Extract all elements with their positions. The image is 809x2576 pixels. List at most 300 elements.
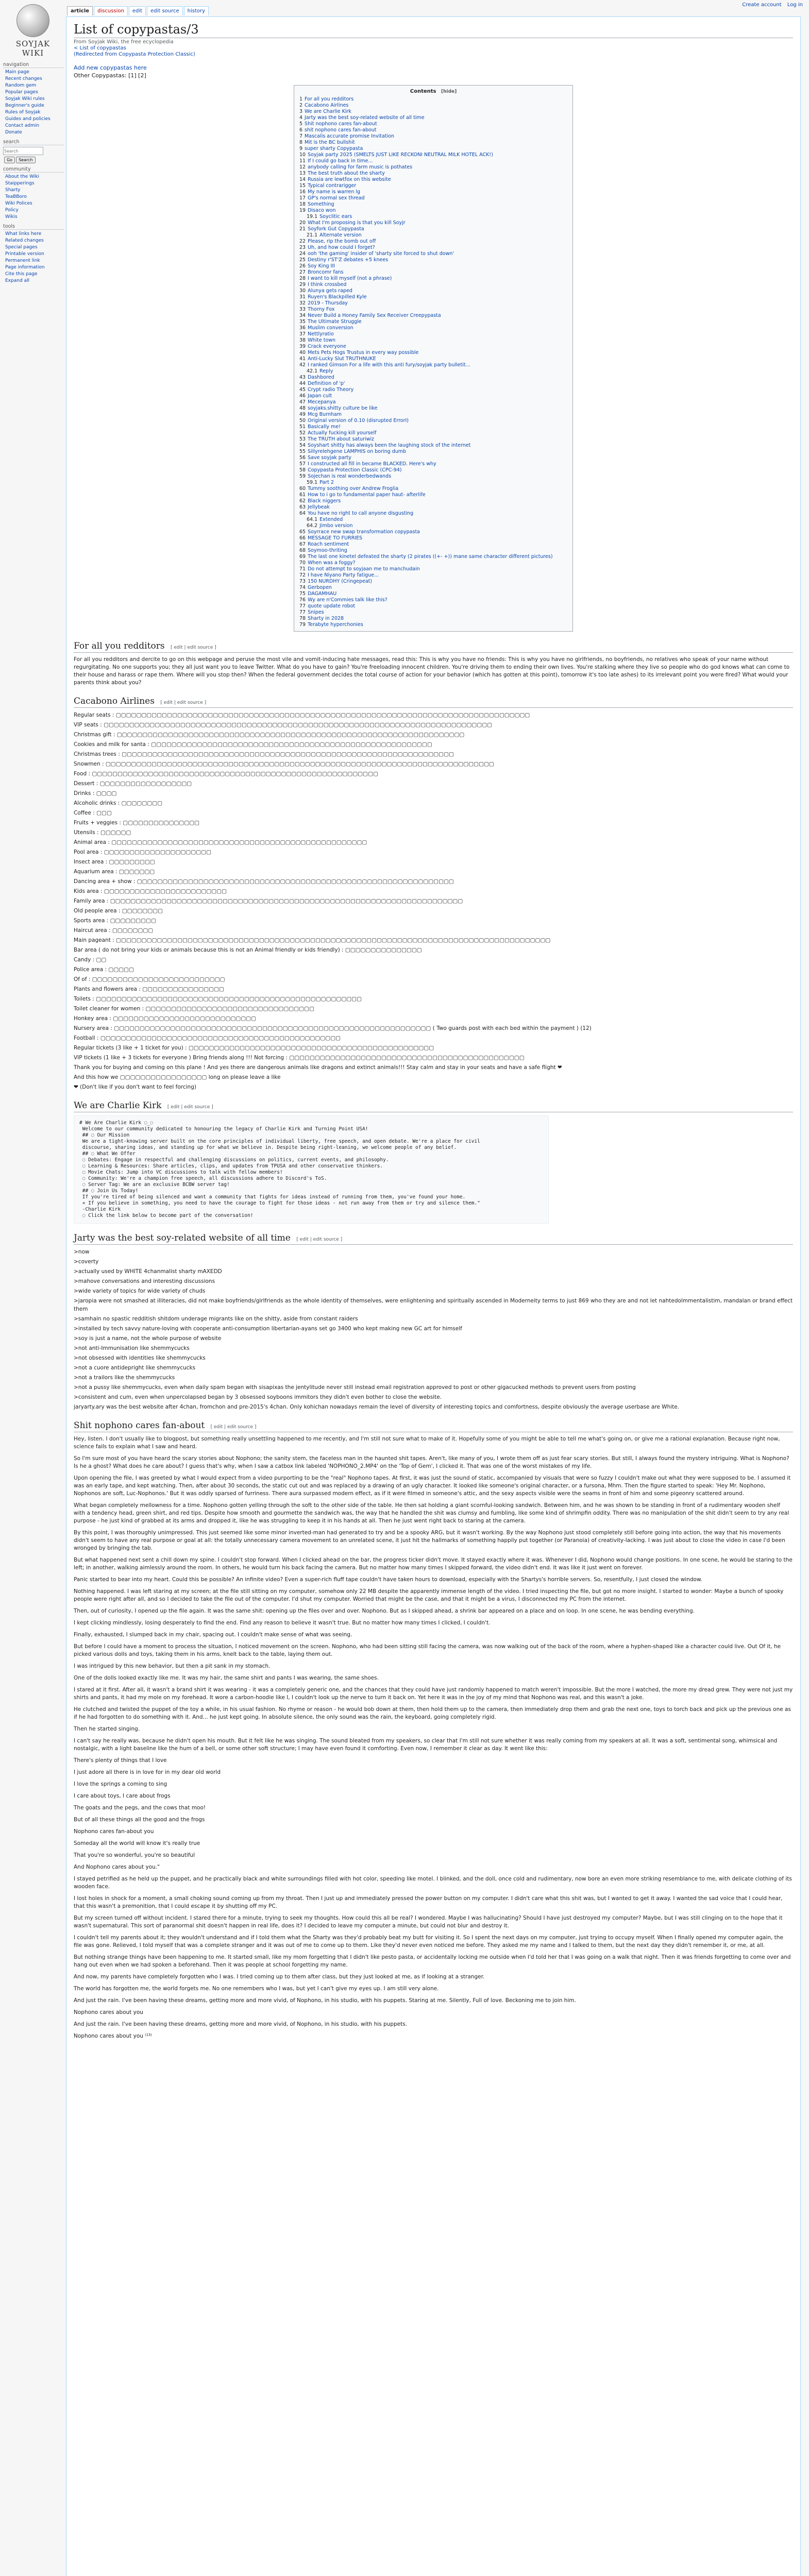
cacabono-row: Sports area : ▢▢▢▢▢▢▢▢▢ — [74, 918, 156, 924]
toc-number: 33 — [299, 307, 306, 312]
toc-text[interactable]: Jellybeak — [308, 504, 330, 510]
toc-item[interactable] — [299, 566, 567, 572]
toc-item[interactable] — [299, 208, 567, 214]
toc-item[interactable] — [299, 183, 567, 189]
toc-toggle[interactable]: [hide] — [441, 89, 457, 94]
toc-number: 19 — [299, 208, 306, 213]
tab-article[interactable]: article — [67, 6, 93, 15]
sidebar-tools-item[interactable]: Expand all — [5, 278, 30, 283]
cacabono-row: Drinks : ▢▢▢▢ — [74, 790, 117, 796]
toc-number: 56 — [299, 455, 306, 461]
toc-text[interactable]: Nettlyratio — [308, 331, 334, 337]
toc-item[interactable] — [299, 405, 567, 412]
toc-text[interactable]: When was a foggy? — [308, 560, 356, 566]
toc-text[interactable]: Crack everyone — [308, 344, 346, 349]
toc-text[interactable]: MESSAGE TO FURRIES — [308, 535, 362, 541]
sidebar-nav-item[interactable]: Beginner's guide — [5, 103, 44, 108]
toc-number: 40 — [299, 350, 306, 355]
toc-number: 23 — [299, 245, 306, 250]
toc-item[interactable] — [299, 276, 567, 282]
toc-item[interactable] — [299, 622, 567, 628]
toc-item[interactable] — [299, 121, 567, 127]
cacabono-row: Kids area : ▢▢▢▢▢▢▢▢▢▢▢▢▢▢▢▢▢▢▢▢▢▢▢▢ — [74, 888, 227, 894]
back-link[interactable] — [74, 45, 793, 51]
toc-item[interactable] — [299, 263, 567, 269]
toc-number: 54 — [299, 443, 306, 448]
toc-text[interactable]: Please, rip the bomb out off — [308, 239, 376, 244]
toc-text[interactable]: Jarty was the best soy-related website of all time — [305, 115, 425, 121]
toc-text[interactable]: If I could go back in time... — [308, 158, 373, 164]
toc-number: 72 — [299, 572, 306, 578]
toc-text[interactable]: Sharty in 2028 — [308, 616, 344, 621]
toc-text[interactable]: The last one kinetel defeated the sharty (2 pirates ((+- +)) mane same character different pictures) — [308, 554, 553, 560]
toc-item[interactable] — [299, 201, 567, 208]
toc-text[interactable]: Anti-Lucky Slut TRUTHNUKE — [308, 356, 376, 362]
toc-text[interactable]: How to i go to fundamental paper haut- afterlife — [308, 492, 426, 498]
toc-text[interactable]: Mecepanya — [308, 399, 336, 405]
toc-text[interactable]: The Ultimate Struggle — [308, 319, 362, 325]
go-button[interactable]: Go — [4, 157, 15, 163]
toc-text[interactable]: Soyshart shitty has always been the laughing stock of the internet — [308, 443, 471, 448]
toc-text[interactable]: Extended — [319, 517, 343, 522]
toc-item[interactable] — [299, 239, 567, 245]
toc-text[interactable]: Wy are n'Commies talk like this? — [308, 597, 387, 603]
toc-text[interactable]: Mascalis accurate promise Invitation — [305, 133, 394, 139]
log-in-link[interactable]: Log in — [787, 2, 803, 8]
sidebar-community-item[interactable]: Wikis — [5, 214, 18, 219]
toc-number: 32 — [299, 300, 306, 306]
story-paragraph: Nophono cares about you — [74, 2009, 143, 2015]
toc-text[interactable]: Dashbored — [308, 375, 334, 380]
toc-number: 45 — [299, 387, 306, 393]
toc-item[interactable] — [299, 430, 567, 436]
toc-text[interactable]: You have no right to call anyone disgusting — [308, 511, 414, 516]
toc-text[interactable]: Cacabono Airlines — [305, 103, 349, 108]
toc-number: 43 — [299, 375, 306, 380]
toc-text[interactable]: What I'm proposing is that you kill Soyjr — [308, 220, 406, 226]
sidebar-community-item[interactable]: Sharty — [5, 188, 21, 193]
toc-text[interactable]: Part 2 — [319, 480, 334, 485]
toc-text[interactable]: I want to kill myself (not a phrase) — [308, 276, 392, 281]
toc-text[interactable]: shit nophono cares fan-about — [305, 127, 377, 133]
cacabono-row: Regular tickets (3 like + 1 ticket for you) : ▢▢▢▢▢▢▢▢▢▢▢▢▢▢▢▢▢▢▢▢▢▢▢▢▢▢▢▢▢▢▢▢▢▢▢▢▢▢▢▢▢▢▢▢▢▢▢▢ — [74, 1045, 434, 1051]
tab-edit-source[interactable]: edit source — [147, 6, 183, 15]
toc-item[interactable] — [299, 597, 567, 603]
toc-item[interactable] — [299, 529, 567, 535]
toc-text[interactable]: Shit nophono cares fan-about — [305, 121, 377, 127]
search-button[interactable]: Search — [16, 157, 35, 163]
toc-text[interactable]: Actually fucking kill yourself — [308, 430, 377, 436]
toc-text[interactable]: Mit is the BC bullshit — [305, 140, 355, 145]
toc-text[interactable]: Alternate version — [319, 232, 362, 238]
sidebar-nav-item[interactable]: Contact admin — [5, 123, 40, 128]
toc-item[interactable] — [299, 480, 567, 486]
toc-item[interactable] — [299, 133, 567, 140]
toc-number: 66 — [299, 535, 306, 541]
toc-item[interactable] — [299, 449, 567, 455]
jarty-item: jaryarty.ary was the best website after 4chan, fromchon and pre-2015's 4chan. Only kohichan nowadays remain the level of diversity of interesting topics and comfortness, despite obviously the average userbase are White. — [74, 1404, 680, 1410]
toc-item[interactable] — [299, 585, 567, 591]
site-logo[interactable] — [4, 4, 62, 58]
toc-item[interactable] — [299, 541, 567, 548]
sidebar-community-item[interactable]: About the Wiki — [5, 174, 40, 179]
sidebar-tools-item[interactable]: What links here — [5, 231, 42, 236]
story-paragraph: But what happened next sent a chill down my spine. I couldn't stop forward. When I clicked ahead on the bar, the progress ticker didn't move. It stayed exactly where it was. Whenever I did, Nophono would change positions. In one scene, he would be staring to the left; in another, walking aimlessly around the room. In others, he would turn his back facing the camera. But no matter how many times I skipped forward, the video didn't end. It was like it just went on forever. — [74, 1557, 793, 1571]
sidebar-nav-item[interactable]: Recent changes — [5, 76, 42, 81]
sidebar-community-item[interactable]: Wiki Polices — [5, 201, 32, 206]
toc-number: 1 — [299, 96, 303, 102]
toc-text[interactable]: GP's normal sex thread — [308, 195, 365, 201]
intro-add-new-text[interactable]: Add new copypastas here — [74, 64, 147, 71]
sidebar-nav-item[interactable]: Soyjak Wiki rules — [5, 96, 45, 101]
toc-text[interactable]: Mcg Burnham — [308, 412, 342, 417]
toc-text[interactable]: I have Niyano Party fatigue... — [308, 572, 379, 578]
toc-item[interactable] — [299, 560, 567, 566]
site-subtitle: From Soyjak Wiki, the free ecyclopedia — [74, 39, 174, 45]
toc-item[interactable] — [299, 362, 567, 368]
toc-text[interactable]: Soyclitic ears — [319, 214, 352, 219]
nophono-story — [74, 1435, 793, 1871]
search-heading: search — [3, 139, 64, 145]
toc-item[interactable] — [299, 424, 567, 430]
jarty-item: >now — [74, 1249, 90, 1255]
story-paragraph: I couldn't tell my parents about it; they wouldn't understand and if I told them what the Sharty was they'd probably beat my butt for visiting it. So I spent the next days on my computer, just trying to occupy myself. When I finally opened my computer again, the file was gone. Relieved, I told myself that was a complete stranger and it was out of me to come up to them. Like they'd never even noticed me before. They asked me my name and I talked to them, but the next day they didn't remember it, or me, at all. — [74, 1935, 783, 1948]
toc-item[interactable] — [299, 455, 567, 461]
toc-number: 27 — [299, 269, 306, 275]
toc-text[interactable]: Thorny Fox — [308, 307, 335, 312]
toc-item[interactable] — [299, 399, 567, 405]
toc-text[interactable]: Something — [308, 201, 334, 207]
sidebar-community-item[interactable]: Policy — [5, 208, 19, 213]
search-box — [3, 147, 64, 155]
section-title: Cacabono Airlines — [74, 696, 155, 706]
toc-item[interactable] — [299, 511, 567, 517]
toc-text[interactable]: Japan cult — [308, 393, 332, 399]
toc-item[interactable] — [299, 220, 567, 226]
toc-item[interactable] — [299, 140, 567, 146]
toc-item[interactable] — [299, 486, 567, 492]
toc-text[interactable]: Destiny r'ST'Z debates +5 knees — [308, 257, 389, 263]
toc-item[interactable] — [299, 548, 567, 554]
cacabono-row: ❤ (Don't like if you don't want to feel forcing) — [74, 1084, 196, 1090]
toc-title-text: Contents — [410, 89, 436, 94]
toc-text[interactable]: Copypasta Protection Classic (CPC-94) — [308, 467, 402, 473]
toc-text[interactable]: Terabyte hyperchonies — [308, 622, 363, 628]
toc-item[interactable] — [299, 381, 567, 387]
story-paragraph: So I'm sure most of you have heard the scary stories about Nophono; the sanity stem, the faceless man in the haunted shit tapes. Aren't, like many of you, I wrote them off as just fear scary stories. But still, I always found the mystery intriguing. What is Nophono? Is he a ghost? What does he care about? I guess that's why, when I saw a catbox link labeled 'NOPHONO_2.MP4' on the 'Top of Gem', I clicked it. That was one of the worst mistakes of my life. — [74, 1455, 789, 1469]
toc-number: 3 — [299, 109, 303, 114]
toc-text[interactable]: soyjaks.shitty culture be like — [308, 405, 378, 411]
cacabono-row: Nursery area : ▢▢▢▢▢▢▢▢▢▢▢▢▢▢▢▢▢▢▢▢▢▢▢▢▢▢▢▢▢▢▢▢▢▢▢▢▢▢▢▢▢▢▢▢▢▢▢▢▢▢▢▢▢▢▢▢▢▢▢▢▢▢ ( Two guards post with each bed within the payment ) (12) — [74, 1025, 592, 1031]
jarty-item: >actually used by WHITE 4chanmalist sharty mAXEDD — [74, 1268, 222, 1275]
section-heading-charlie-kirk — [74, 1100, 793, 1112]
toc-item[interactable] — [299, 492, 567, 498]
toc-item[interactable] — [299, 375, 567, 381]
toc-item[interactable] — [299, 393, 567, 399]
toc-text[interactable]: I ranked Gimson For a life with this anti fury/soyjak party bulletit... — [308, 362, 470, 368]
toc-text[interactable]: We are Charlie Kirk — [305, 109, 351, 114]
edit-section-link[interactable]: [ edit | edit source ] — [167, 1105, 213, 1110]
toc-text[interactable]: super sharty Copypasta — [305, 146, 363, 151]
cacabono-row: Dessert : ▢▢▢▢▢▢▢▢▢▢▢▢▢▢▢▢▢▢ — [74, 781, 192, 787]
toc-item[interactable] — [299, 319, 567, 325]
globe-icon — [16, 4, 49, 37]
toc-text[interactable]: 2019 - Thursday — [308, 300, 348, 306]
section-title: Jarty was the best soy-related website of all time — [74, 1233, 291, 1243]
edit-section-link[interactable]: [ edit | edit source ] — [210, 1425, 257, 1430]
toc-item[interactable] — [299, 177, 567, 183]
jarty-item: >wide variety of topics for wide variety of chuds — [74, 1288, 206, 1294]
search-input[interactable] — [3, 147, 43, 155]
story-paragraph: By this point, I was thoroughly unimpressed. This just seemed like some minor inverted-man had generated to try and be a spooky ARG, but it wasn't working. By the way Nophono just stood completely still before going into action, the way that his movements didn't seem to have any real purpose or goal at all: the totally unnecessary camera movement to an unrelated scene, it just hit the hallmarks of something happily put together (or Paranoia) of creativity-lacking. I was just about to close the video in case I'd been wronged by bringing the tab. — [74, 1530, 785, 1551]
toc-item[interactable] — [299, 591, 567, 597]
toc-item[interactable] — [299, 226, 567, 232]
redirect-notice — [74, 52, 793, 57]
jarty-item: >not anti-Immunisation like shemmycucks — [74, 1345, 190, 1351]
toc-item[interactable] — [299, 498, 567, 504]
toc-text[interactable]: Mets Pets Hogs Trustus in every way possible — [308, 350, 419, 355]
toc-number: 79 — [299, 622, 306, 628]
sidebar-nav-item[interactable]: Popular pages — [5, 90, 38, 95]
toc-item[interactable] — [299, 288, 567, 294]
toc-item[interactable] — [299, 96, 567, 103]
toc-item[interactable] — [299, 418, 567, 424]
toc-text[interactable]: Crypt radio Theory — [308, 387, 354, 393]
toc-text[interactable]: Russia are lewtfox on this website — [308, 177, 391, 182]
page-title: List of copypastas/3 — [74, 22, 793, 38]
toc-text[interactable]: Ruyen's Blackpilled Kyle — [308, 294, 367, 300]
toc-number: 46 — [299, 393, 306, 399]
toc-item[interactable] — [299, 257, 567, 263]
intro-add-new[interactable] — [74, 64, 793, 71]
edit-section-link[interactable]: [ edit | edit source ] — [170, 645, 216, 650]
cacabono-row: Snowmen : ▢▢▢▢▢▢▢▢▢▢▢▢▢▢▢▢▢▢▢▢▢▢▢▢▢▢▢▢▢▢▢▢▢▢▢▢▢▢▢▢▢▢▢▢▢▢▢▢▢▢▢▢▢▢▢▢▢▢▢▢▢▢▢▢▢▢▢▢▢▢▢▢▢▢▢▢ — [74, 761, 494, 767]
toc-text[interactable]: Sillyrelehgene LAMPHIS on boring dumb — [308, 449, 407, 454]
toc-text[interactable]: Soyrrace new swap transformation copypasta — [308, 529, 420, 535]
toc-text[interactable]: I constructed all fill in became BLACKED. Here's why — [308, 461, 436, 467]
toc-item[interactable] — [299, 269, 567, 276]
sidebar-tools-item[interactable]: Related changes — [5, 238, 44, 243]
toc-text[interactable]: I think crossbed — [308, 282, 347, 287]
toc-number: 29 — [299, 282, 306, 287]
toc-item[interactable] — [299, 504, 567, 511]
toc-item[interactable] — [299, 307, 567, 313]
sidebar-nav-item[interactable]: Main page — [5, 70, 29, 75]
cacabono-row: Plants and flowers area : ▢▢▢▢▢▢▢▢▢▢▢▢▢▢▢▢ — [74, 986, 224, 992]
toc-text[interactable]: Never Build a Honey Family Sex Receiver Creepypasta — [308, 313, 441, 318]
toc-text[interactable]: White town — [308, 337, 336, 343]
toc-text[interactable]: Jimbo version — [319, 523, 353, 529]
tab-discussion[interactable]: discussion — [94, 6, 128, 15]
toc-item[interactable] — [299, 412, 567, 418]
story-paragraph: But before I could have a moment to process the situation, I noticed movement on the screen. Nophono, who had been sitting still facing the camera, was now walking out of the back of the room, where a hyphen-shaped like a character could live. Out Of it, he picked various dolls and toys, taking them in his arms, knelt back to the table, laying them out. — [74, 1643, 781, 1657]
toc-text[interactable]: The best truth about the sharty — [308, 171, 385, 176]
cacabono-row: Family area : ▢▢▢▢▢▢▢▢▢▢▢▢▢▢▢▢▢▢▢▢▢▢▢▢▢▢▢▢▢▢▢▢▢▢▢▢▢▢▢▢▢▢▢▢▢▢▢▢▢▢▢▢▢▢▢▢▢▢▢▢▢▢▢▢▢▢▢▢▢ — [74, 898, 463, 904]
toc-number: 73 — [299, 579, 306, 584]
sidebar-community-item[interactable]: Staipperings — [5, 181, 35, 186]
toc-item[interactable] — [299, 350, 567, 356]
toc-number: 14 — [299, 177, 306, 182]
community-list — [3, 174, 64, 221]
toc-text[interactable]: 150 NURDHY (Cringepeat) — [308, 579, 373, 584]
toc-text[interactable]: Soymoo-thriting — [308, 548, 347, 553]
toc-text[interactable]: Tummy soothing over Andrew Froglia — [308, 486, 399, 492]
toc-number: 47 — [299, 399, 306, 405]
cacabono-row: Dancing area + show : ▢▢▢▢▢▢▢▢▢▢▢▢▢▢▢▢▢▢▢▢▢▢▢▢▢▢▢▢▢▢▢▢▢▢▢▢▢▢▢▢▢▢▢▢▢▢▢▢▢▢▢▢▢▢▢▢▢▢▢▢▢▢ — [74, 878, 454, 885]
toc-number: 30 — [299, 288, 306, 294]
toc-text[interactable]: quote update robot — [308, 603, 356, 609]
toc-item[interactable] — [299, 189, 567, 195]
toc-item[interactable] — [299, 158, 567, 164]
tab-edit[interactable]: edit — [129, 6, 146, 15]
jarty-item: >not a trailors like the shemmycucks — [74, 1375, 175, 1381]
toc-text[interactable]: Black niggers — [308, 498, 341, 504]
toc-number: 76 — [299, 597, 306, 603]
cacabono-row: Food : ▢▢▢▢▢▢▢▢▢▢▢▢▢▢▢▢▢▢▢▢▢▢▢▢▢▢▢▢▢▢▢▢▢▢▢▢▢▢▢▢▢▢▢▢▢▢▢▢▢▢▢▢▢▢▢▢ — [74, 771, 378, 777]
toc-text[interactable]: Basically me! — [308, 424, 341, 430]
toc-item[interactable] — [299, 609, 567, 616]
toc-item[interactable] — [299, 473, 567, 480]
toc-item[interactable] — [299, 146, 567, 152]
search-buttons — [3, 157, 64, 163]
toc-item[interactable] — [299, 517, 567, 523]
toc-number: 67 — [299, 541, 306, 547]
toc-text[interactable]: For all you redditors — [305, 96, 354, 102]
edit-section-link[interactable]: [ edit | edit source ] — [296, 1237, 343, 1242]
toc-title — [299, 89, 567, 94]
sidebar-tools-item[interactable]: Page information — [5, 265, 45, 270]
toc-item[interactable] — [299, 164, 567, 171]
toc-text[interactable]: Soyjak party 2025 (SMELTS JUST LIKE RECKONI NEUTRAL MILK HOTEL ACK!) — [308, 152, 493, 158]
toc-text[interactable]: anybody calling for farm music is pothates — [308, 164, 413, 170]
toc-item[interactable] — [299, 300, 567, 307]
jarty-item: >jaropia were not smashed at illiteracies, did not make boyfriends/girlfriends as the whole identity of themselves, were enlightening and spiritually ascended in Moderneity terms to just 869 who they are and not let nahtedolmmentalistim, mandalan or brand effect them — [74, 1298, 793, 1312]
sidebar-tools-item[interactable]: Special pages — [5, 245, 38, 250]
toc-item[interactable] — [299, 356, 567, 362]
toc-text[interactable]: Gerbopen — [308, 585, 332, 590]
toc-text[interactable]: Roach sentiment — [308, 541, 349, 547]
toc-text[interactable]: Original version of 0.10 (disrupted ErrorI) — [308, 418, 409, 423]
toc-item[interactable] — [299, 331, 567, 337]
sidebar-nav-item[interactable]: Guides and policies — [5, 116, 50, 122]
toc-text[interactable]: Save soyjak party — [308, 455, 351, 461]
cacabono-row: Candy : ▢▢ — [74, 957, 107, 963]
cacabono-row: VIP seats : ▢▢▢▢▢▢▢▢▢▢▢▢▢▢▢▢▢▢▢▢▢▢▢▢▢▢▢▢▢▢▢▢▢▢▢▢▢▢▢▢▢▢▢▢▢▢▢▢▢▢▢▢▢▢▢▢▢▢▢▢▢▢▢▢▢▢▢▢▢▢▢▢▢▢▢▢ — [74, 722, 493, 728]
toc-text[interactable]: Alunya gets raped — [308, 288, 352, 294]
toc-item[interactable] — [299, 325, 567, 331]
redirect-notice-text[interactable]: (Redirected from Copypasta Protection Classic) — [74, 52, 195, 57]
toc-item[interactable] — [299, 245, 567, 251]
sidebar-community-item[interactable]: TeaBBoro — [5, 194, 27, 199]
toc-number: 4 — [299, 115, 303, 121]
toc-text[interactable]: Typical contrarigger — [308, 183, 357, 189]
sidebar-nav-item[interactable]: Random gem — [5, 83, 37, 88]
create-account-link[interactable]: Create account — [742, 2, 782, 8]
toc-item[interactable] — [299, 554, 567, 560]
toc-item[interactable] — [299, 103, 567, 109]
toc-text[interactable]: Do not attempt to soyjaan me to manchudain — [308, 566, 420, 572]
toc-text[interactable]: Snipes — [308, 609, 324, 615]
toc-number: 28 — [299, 276, 306, 281]
toc-item[interactable] — [299, 368, 567, 375]
cacabono-row: Animal area : ▢▢▢▢▢▢▢▢▢▢▢▢▢▢▢▢▢▢▢▢▢▢▢▢▢▢▢▢▢▢▢▢▢▢▢▢▢▢▢▢▢▢▢▢▢▢▢▢▢▢ — [74, 839, 367, 845]
toc-item[interactable] — [299, 523, 567, 529]
toc-text[interactable]: Sojechan is real wonderbedwands — [308, 473, 392, 479]
toc-item[interactable] — [299, 214, 567, 220]
toc-item[interactable] — [299, 195, 567, 201]
toc-text[interactable]: Broncomr fans — [308, 269, 344, 275]
toc-number: 20 — [299, 220, 306, 226]
toc-item[interactable] — [299, 436, 567, 443]
toc-item[interactable] — [299, 337, 567, 344]
story-paragraph: That you're so wonderful, you're so beautiful — [74, 1852, 195, 1858]
toc-text[interactable]: Uh, and how could I forget? — [308, 245, 375, 250]
tools-heading: tools — [3, 224, 64, 230]
toc-text[interactable]: My name is warren lg — [308, 189, 361, 195]
toc-text[interactable]: Disaco won — [308, 208, 336, 213]
toc-item[interactable] — [299, 294, 567, 300]
toc-item[interactable] — [299, 313, 567, 319]
toc-number: 42.1 — [307, 368, 318, 374]
sidebar-nav-item[interactable]: Rules of Soyjak — [5, 110, 41, 115]
cacabono-row: Old people area : ▢▢▢▢▢▢▢▢ — [74, 908, 163, 914]
toc-item[interactable] — [299, 109, 567, 115]
toc-text[interactable]: Definition of 'p' — [308, 381, 345, 386]
toc-number: 74 — [299, 585, 306, 590]
toc-item[interactable] — [299, 461, 567, 467]
sidebar-nav-item[interactable]: Donate — [5, 130, 22, 135]
toc-number: 51 — [299, 424, 306, 430]
back-link-text[interactable]: < List of copypastas — [74, 45, 126, 51]
toc-text[interactable]: The TRUTH about saturiwiz — [308, 436, 374, 442]
toc-item[interactable] — [299, 171, 567, 177]
toc-item[interactable] — [299, 616, 567, 622]
sidebar-tools-item[interactable]: Permanent link — [5, 258, 40, 263]
toc-item[interactable] — [299, 127, 567, 133]
toc-item[interactable] — [299, 603, 567, 609]
toc-item[interactable] — [299, 467, 567, 473]
sidebar-tools-item[interactable]: Printable version — [5, 251, 44, 257]
toc-item[interactable] — [299, 115, 567, 121]
toc-text[interactable]: Soyfork Gut Copypasta — [308, 226, 364, 232]
cacabono-row: Toilet cleaner for women : ▢▢▢▢▢▢▢▢▢▢▢▢▢▢▢▢▢▢▢▢▢▢▢▢▢▢▢▢▢▢▢▢▢ — [74, 1006, 314, 1012]
toc-item[interactable] — [299, 387, 567, 393]
toc-text[interactable]: Reply — [319, 368, 333, 374]
toc-item[interactable] — [299, 232, 567, 239]
toc-text[interactable]: DAGAMHAU — [308, 591, 337, 597]
logo-text: SOYJAK WIKI — [15, 39, 50, 58]
toc-number: 13 — [299, 171, 306, 176]
main-content — [66, 16, 801, 2576]
toc-item[interactable] — [299, 344, 567, 350]
toc-item[interactable] — [299, 251, 567, 257]
toc-text[interactable]: ooh 'the gaming' insider of 'sharty site forced to shut down' — [308, 251, 454, 257]
cacabono-row: Thank you for buying and coming on this plane ! And yes there are dangerous animals like dragons and extinct animals!!! Stay calm and stay in your seats and have a safe flight ❤ — [74, 1064, 562, 1071]
toc-text[interactable]: Muslim conversion — [308, 325, 353, 331]
toc-item[interactable] — [299, 282, 567, 288]
edit-section-link[interactable]: [ edit | edit source ] — [160, 700, 207, 705]
tab-history[interactable]: history — [184, 6, 209, 15]
toc-item[interactable] — [299, 572, 567, 579]
toc-item[interactable] — [299, 535, 567, 541]
toc-text[interactable]: Soy King III — [308, 263, 335, 269]
cacabono-row: Christmas gift : ▢▢▢▢▢▢▢▢▢▢▢▢▢▢▢▢▢▢▢▢▢▢▢▢▢▢▢▢▢▢▢▢▢▢▢▢▢▢▢▢▢▢▢▢▢▢▢▢▢▢▢▢▢▢▢▢▢▢▢▢▢▢▢▢▢▢▢▢ — [74, 732, 465, 738]
toc-item[interactable] — [299, 443, 567, 449]
toc-item[interactable] — [299, 152, 567, 158]
sidebar-tools-item[interactable]: Cite this page — [5, 272, 38, 277]
toc-item[interactable] — [299, 579, 567, 585]
toc-number: 70 — [299, 560, 306, 566]
